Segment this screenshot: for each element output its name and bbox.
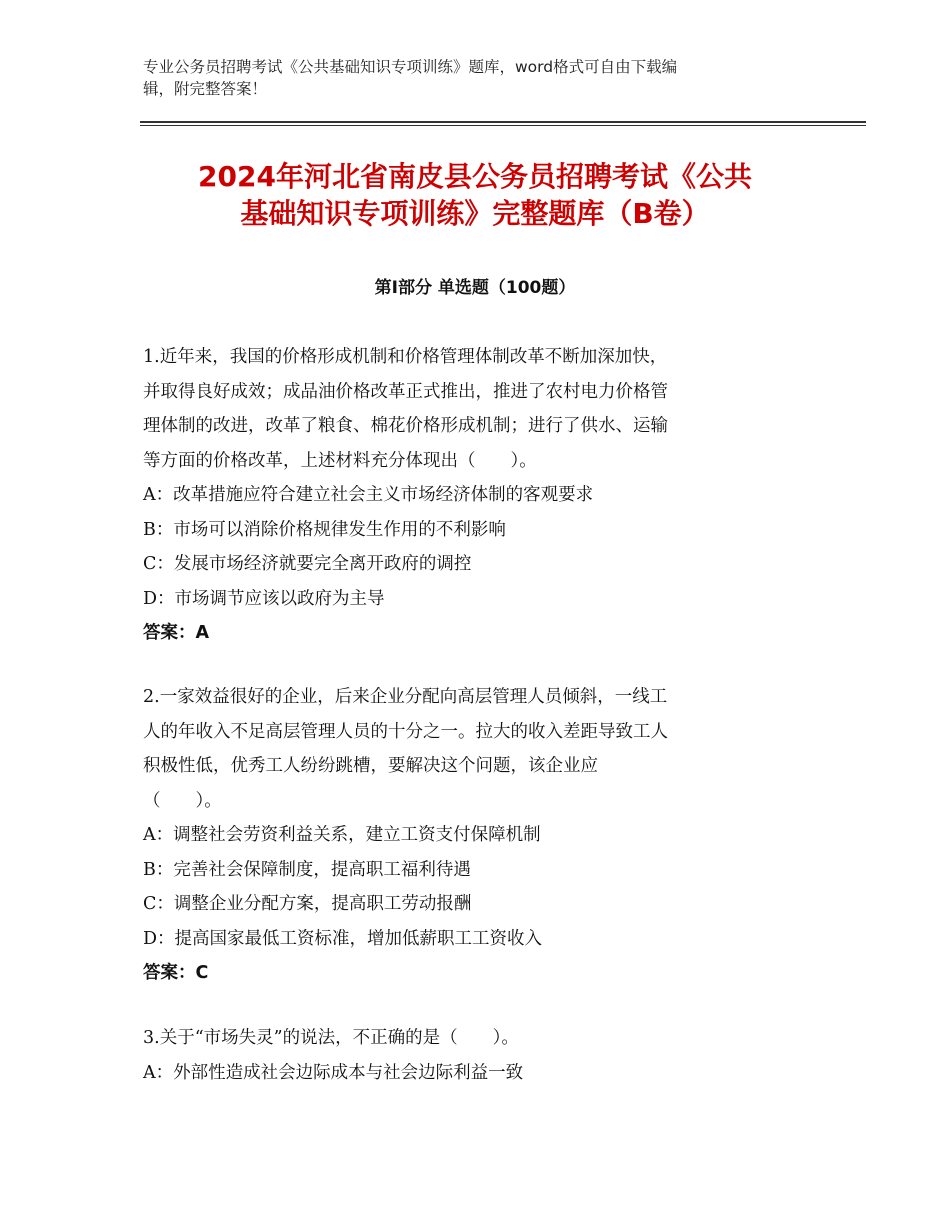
header-note-line-2: 辑，附完整答案！	[143, 80, 268, 98]
header-note	[143, 56, 783, 100]
question-1-option-b: B：市场可以消除价格规律发生作用的不利影响	[143, 519, 506, 540]
question-1-line-2: 并取得良好成效；成品油价格改革正式推出，推进了农村电力价格管	[143, 381, 668, 402]
question-2-option-c: C：调整企业分配方案，提高职工劳动报酬	[143, 894, 472, 914]
question-1-answer: 答案：A	[143, 623, 210, 643]
header-divider-thick	[140, 121, 866, 123]
question-1-option-a: A：改革措施应符合建立社会主义市场经济体制的客观要求	[143, 485, 594, 505]
header-note-line-1: 专业公务员招聘考试《公共基础知识专项训练》题库，word格式可自由下载编	[143, 58, 678, 76]
question-2-line-3: 积极性低，优秀工人纷纷跳槽，要解决这个问题，该企业应	[143, 756, 598, 776]
question-2-line-4: （ ）。	[143, 790, 222, 811]
question-2-option-a: A：调整社会劳资利益关系，建立工资支付保障机制	[143, 825, 541, 845]
question-1-line-3: 理体制的改进，改革了粮食、棉花价格形成机制；进行了供水、运输	[143, 416, 668, 436]
question-2	[143, 680, 808, 991]
question-1-option-c: C：发展市场经济就要完全离开政府的调控	[143, 554, 472, 574]
document-title-line-1: 2024年河北省南皮县公务员招聘考试《公共	[198, 160, 752, 193]
question-3	[143, 1021, 808, 1090]
question-1-option-d: D：市场调节应该以政府为主导	[143, 588, 385, 609]
question-2-line-2: 人的年收入不足高层管理人员的十分之一。拉大的收入差距导致工人	[143, 721, 668, 742]
question-2-option-d: D：提高国家最低工资标准，增加低薪职工工资收入	[143, 928, 543, 949]
question-2-line-1: 2.一家效益很好的企业，后来企业分配向高层管理人员倾斜，一线工	[143, 687, 668, 707]
question-1-line-4: 等方面的价格改革，上述材料充分体现出（ ）。	[143, 450, 537, 471]
document-title-line-2: 基础知识专项训练》完整题库（B卷）	[240, 197, 710, 230]
section-heading: 第Ⅰ部分 单选题（100题）	[374, 278, 576, 298]
question-2-option-b: B：完善社会保障制度，提高职工福利待遇	[143, 859, 471, 880]
question-1	[143, 340, 808, 651]
question-2-answer: 答案：C	[143, 963, 209, 983]
question-1-line-1: 1.近年来，我国的价格形成机制和价格管理体制改革不断加深加快，	[143, 347, 668, 367]
question-3-line-1: 3.关于“市场失灵”的说法，不正确的是（ ）。	[143, 1028, 519, 1048]
question-3-option-a: A：外部性造成社会边际成本与社会边际利益一致	[143, 1062, 524, 1083]
document-title	[100, 158, 850, 232]
header-divider-thin	[140, 125, 866, 126]
